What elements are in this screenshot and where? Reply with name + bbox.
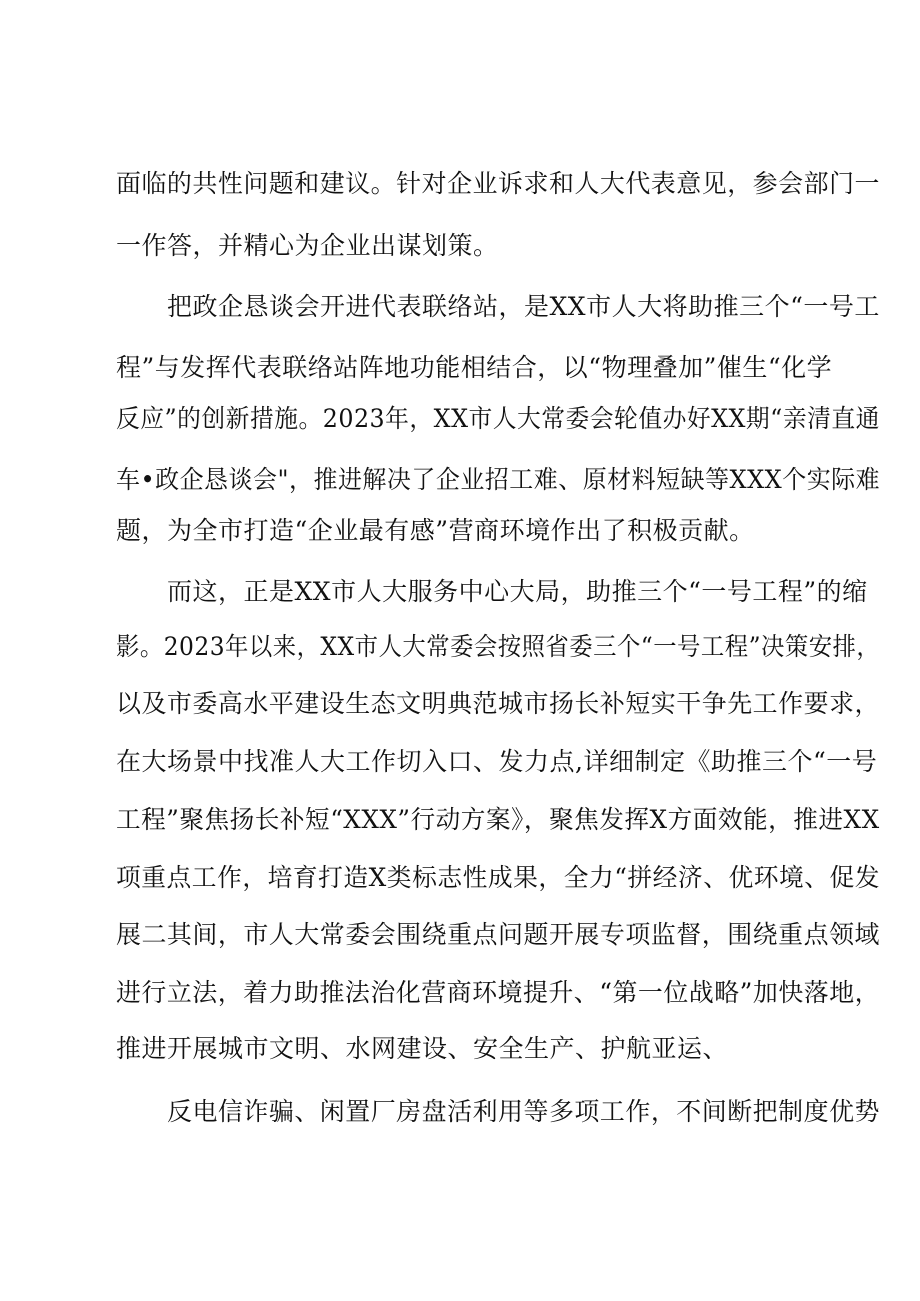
paragraph-line: 面临的共性问题和建议。针对企业诉求和人大代表意见，参会部门一 <box>116 169 881 198</box>
paragraph-line: 而这，正是XX市人大服务中心大局，助推三个“一号工程”的缩 <box>167 577 868 606</box>
paragraph-line: 进行立法，着力助推法治化营商环境提升、“第一位战略”加快落地， <box>116 978 881 1007</box>
paragraph-line: 推进开展城市文明、水网建设、安全生产、护航亚运、 <box>116 1034 729 1063</box>
paragraph-line: 影。2023年以来，XX市人大常委会按照省委三个“一号工程”决策安排， <box>116 632 881 661</box>
paragraph-line: 程”与发挥代表联络站阵地功能相结合，以“物理叠加”催生“化学 <box>116 353 833 382</box>
paragraph-line: 以及市委高水平建设生态文明典范城市扬长补短实干争先工作要求， <box>116 689 881 718</box>
paragraph-line: 展二其间，市人大常委会围绕重点问题开展专项监督，围绕重点领域 <box>116 920 881 949</box>
paragraph-line: 反应”的创新措施。2023年，XX市人大常委会轮值办好XX期“亲清直通 <box>116 404 880 433</box>
paragraph-line: 在大场景中找准人大工作切入口、发力点,详细制定《助推三个“一号 <box>116 747 878 776</box>
paragraph-line: 车•政企恳谈会"，推进解决了企业招工难、原材料短缺等XXX个实际难 <box>116 465 881 494</box>
paragraph-line: 工程”聚焦扬长补短“XXX”行动方案》，聚焦发挥X方面效能，推进XX <box>116 805 880 834</box>
paragraph-line: 把政企恳谈会开进代表联络站，是XX市人大将助推三个“一号工 <box>167 292 880 321</box>
paragraph-line: 反电信诈骗、闲置厂房盘活利用等多项工作，不间断把制度优势 <box>167 1097 881 1126</box>
paragraph-line: 项重点工作，培育打造X类标志性成果，全力“拼经济、优环境、促发 <box>116 863 881 892</box>
paragraph-line: 题，为全市打造“企业最有感”营商环境作出了积极贡献。 <box>116 516 755 545</box>
paragraph-line: 一作答，并精心为企业出谋划策。 <box>116 231 499 260</box>
